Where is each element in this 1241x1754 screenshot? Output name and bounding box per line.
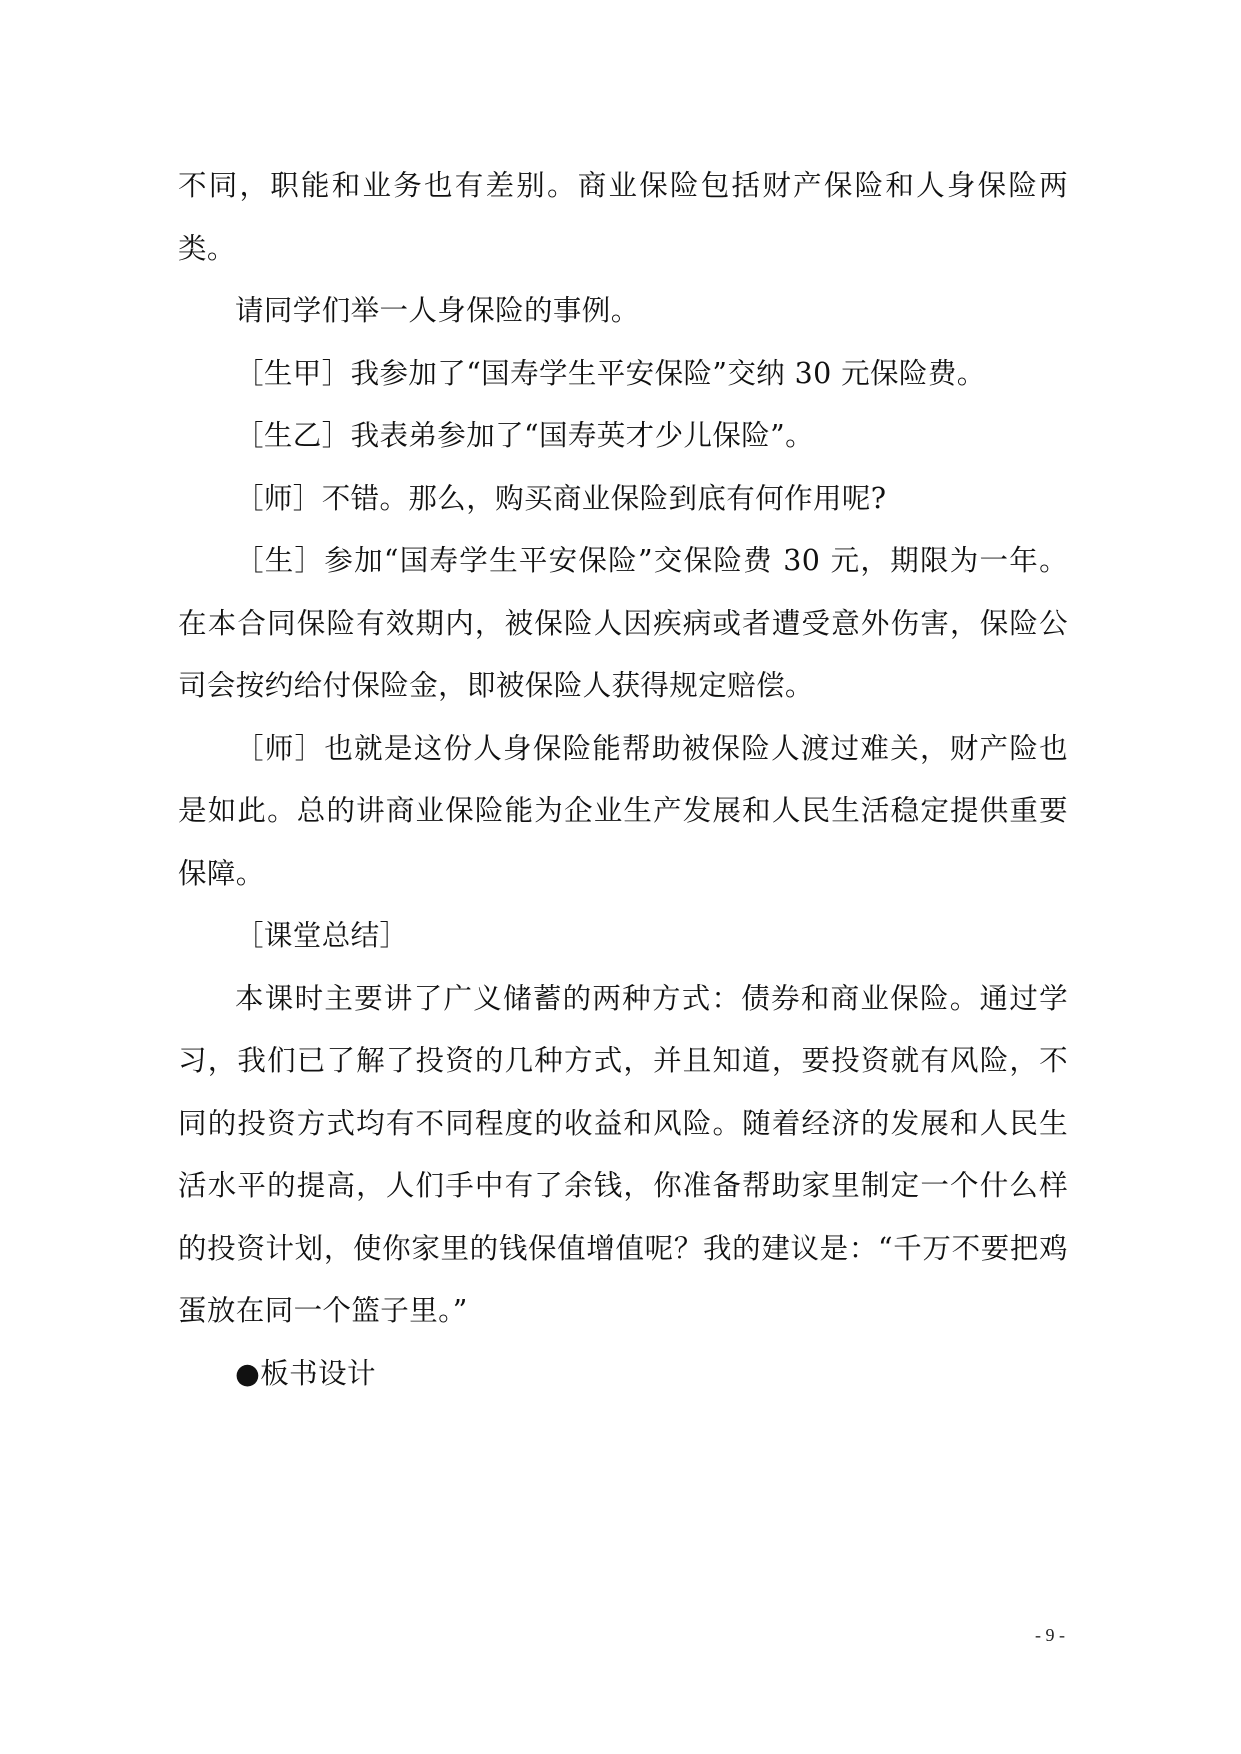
section-heading-board-design: ●板书设计 (235, 1356, 376, 1390)
page-number: - 9 - (1035, 1625, 1065, 1645)
paragraph-teacher-question: ［师］不错。那么，购买商业保险到底有何作用呢? (235, 481, 887, 515)
section-heading-class-summary: ［课堂总结］ (235, 919, 409, 952)
paragraph-class-summary: 本课时主要讲了广义储蓄的两种方式：债券和商业保险。通过学习，我们已了解了投资的几种方式，并且知道，要投资就有风险，不同的投资方式均有不同程度的收益和风险。随着经济的发展和人民生活水平的提高，人们手中有了余钱，你准备帮助家里制定一个什么样的投资计划，使你家里的钱保值增值呢？我的建议是：“千万不要把鸡蛋放在同一个篮子里。” (178, 981, 1068, 1327)
paragraph-student-a: ［生甲］我参加了“国寿学生平安保险”交纳 30 元保险费。 (235, 356, 986, 390)
document-body (178, 155, 1068, 1405)
paragraph-student-b: ［生乙］我表弟参加了“国寿英才少儿保险”。 (235, 419, 815, 452)
paragraph-question: 请同学们举一人身保险的事例。 (235, 294, 640, 327)
paragraph-student-answer: ［生］参加“国寿学生平安保险”交保险费 30 元，期限为一年。在本合同保险有效期内，被保险人因疾病或者遭受意外伤害，保险公司会按约给付保险金，即被保险人获得规定赔偿。 (178, 544, 1068, 702)
paragraph-continuation: 不同，职能和业务也有差别。商业保险包括财产保险和人身保险两类。 (178, 169, 1068, 265)
paragraph-teacher-summary: ［师］也就是这份人身保险能帮助被保险人渡过难关，财产险也是如此。总的讲商业保险能为企业生产发展和人民生活稳定提供重要保障。 (178, 731, 1068, 890)
